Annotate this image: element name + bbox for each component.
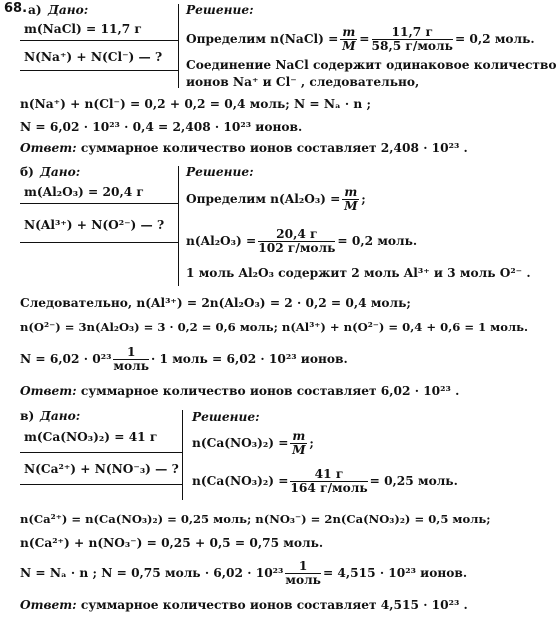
part-a-line-4: n(Na⁺) + n(Cl⁻) = 0,2 + 0,2 = 0,4 моль; N = Nₐ · n ; [20,97,371,111]
part-c-vertical-divider [182,410,183,500]
part-b-line-6: N = 6,02 · 0²³ $\frac{1}{\text{моль}}$ · 1 моль = 6,02 · 10²³ ионов. [20,344,348,373]
part-b-answer: Ответ: суммарное количество ионов составляет 6,02 · 10²³ . [20,384,460,398]
part-c-dano: Дано: [40,409,81,423]
part-a-label: а) [28,3,42,17]
part-c-reshenie: Решение: [192,410,260,424]
part-a-line-1-pre: Определим n(NaCl) = [186,32,339,46]
part-b-dano: Дано: [40,165,81,179]
part-b-vertical-divider [178,166,179,286]
part-a-reshenie: Решение: [186,3,254,17]
part-c-given-divider [20,452,182,453]
part-a-find-divider [20,70,178,71]
part-b-find-divider [20,242,178,243]
part-b-line-1: Определим n(Al₂O₃) = $\frac{m}{M}$ ; [186,184,366,213]
part-c-line-1: n(Ca(NO₃)₂) = $\frac{m}{M}$ ; [192,428,314,457]
part-c-frac-3: $\frac{1}{\text{моль}}$ [285,558,321,587]
part-b-given-divider [20,203,178,204]
part-a-dano: Дано: [48,3,89,17]
part-b-line-5: n(O²⁻) = 3n(Al₂O₃) = 3 · 0,2 = 0,6 моль; n(Al³⁺) + n(O²⁻) = 0,4 + 0,6 = 1 моль. [20,320,529,334]
part-b-label: б) [20,165,34,179]
part-b-line-4: Следовательно, n(Al³⁺) = 2n(Al₂O₃) = 2 · 0,2 = 0,4 моль; [20,296,411,310]
part-c-line-4: n(Ca²⁺) + n(NO₃⁻) = 0,25 + 0,5 = 0,75 моль. [20,536,324,550]
part-c-find-divider [20,484,182,485]
part-b-find: N(Al³⁺) + N(O²⁻) — ? [24,218,165,232]
part-b-line-2: n(Al₂O₃) = $\frac{20,4 г}{\text{102 г/моль}}$ = 0,2 моль. [186,226,418,255]
part-a-answer: Ответ: суммарное количество ионов составляет 2,408 · 10²³ . [20,141,468,155]
part-c-find: N(Ca²⁺) + N(NO⁻₃) — ? [24,462,179,476]
part-b-line-3: 1 моль Al₂O₃ содержит 2 моль Al³⁺ и 3 моль O²⁻ . [186,266,531,280]
part-a-given: m(NaCl) = 11,7 г [24,22,142,36]
part-b-reshenie: Решение: [186,165,254,179]
part-a-line-5: N = 6,02 · 10²³ · 0,4 = 2,408 · 10²³ ионов. [20,120,303,134]
part-c-frac-2: $\frac{41 г}{\text{164 г/моль}}$ [290,466,368,495]
part-a-line-1: Определим n(NaCl) = $\frac{m}{M}$ = $\frac{11,7 г}{\text{58,5 г/моль}}$ = 0,2 моль. [186,24,535,53]
part-a-given-divider [20,40,178,41]
part-c-label: в) [20,409,35,423]
part-c-frac-1: $\frac{m}{M}$ [292,428,306,457]
part-c-line-2: n(Ca(NO₃)₂) = $\frac{41 г}{\text{164 г/моль}}$ = 0,25 моль. [192,466,458,495]
part-c-line-3: n(Ca²⁺) = n(Ca(NO₃)₂) = 0,25 моль; n(NO₃⁻) = 2n(Ca(NO₃)₂) = 0,5 моль; [20,512,491,526]
part-a-vertical-divider [178,4,179,88]
part-a-line-1-post: = 0,2 моль. [454,32,535,46]
part-a-line-3: ионов Na⁺ и Cl⁻ , следовательно, [186,75,420,89]
part-b-frac-3: $\frac{1}{\text{моль}}$ [113,344,149,373]
part-c-given: m(Ca(NO₃)₂) = 41 г [24,430,158,444]
part-b-frac-1: $\frac{m}{M}$ [344,184,358,213]
part-c-answer: Ответ: суммарное количество ионов составляет 4,515 · 10²³ . [20,598,468,612]
part-b-given: m(Al₂O₃) = 20,4 г [24,185,144,199]
part-b-frac-2: $\frac{20,4 г}{\text{102 г/моль}}$ [258,226,336,255]
part-a-frac-1: $\frac{m}{M}$ [342,24,356,53]
part-c-line-5: N = Nₐ · n ; N = 0,75 моль · 6,02 · 10²³ $\frac{1}{\text{моль}}$ = 4,515 · 10²³ ионов. [20,558,468,587]
part-a-line-2: Соединение NaCl содержит одинаковое количество [186,58,557,72]
part-a-find: N(Na⁺) + N(Cl⁻) — ? [24,50,163,64]
problem-number: 68. [4,1,28,16]
part-a-frac-2: $\frac{11,7 г}{\text{58,5 г/моль}}$ [371,24,453,53]
